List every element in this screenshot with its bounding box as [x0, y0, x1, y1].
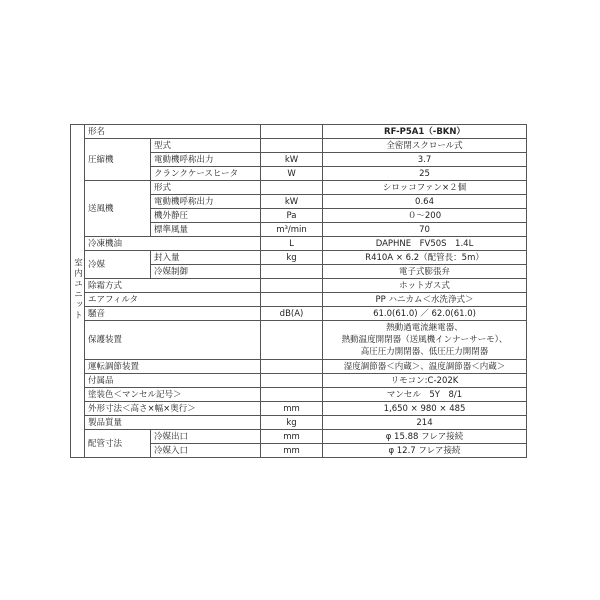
section-label: 室内ユニット [72, 257, 83, 321]
row-model [71, 125, 527, 139]
row-dims: 外形寸法＜高さ×幅×奥行＞ mm 1,650 × 980 × 485 [71, 402, 527, 416]
row-comp-heater: クランクケースヒータ W 25 [71, 167, 527, 181]
row-ref-charge: 冷媒 封入量 kg R410A × 6.2（配管長：5m） [71, 251, 527, 265]
row-comp-motor: 電動機呼称出力 kW 3.7 [71, 153, 527, 167]
row-protect: 保護装置 熱動過電流継電器、 熱動温度開閉器（送風機インナーサーモ）、 高圧圧力開閉器、低圧圧力開閉器 [71, 321, 527, 360]
section-label-cell [71, 125, 85, 458]
comp-group-label: 圧縮機 [85, 139, 151, 181]
row-operation: 運転調節装置 湿度調節器＜内蔵＞、温度調節器＜内蔵＞ [71, 360, 527, 374]
spec-table [70, 124, 527, 458]
model-value: RF-P5A1（-BKN） [323, 125, 527, 139]
row-fan-static: 機外静圧 Pa ０～200 [71, 209, 527, 223]
row-fan-type: 送風機 形式 シロッコファン×２個 [71, 181, 527, 195]
pipe-group-label: 配管寸法 [85, 430, 151, 458]
row-comp-type: 圧縮機 型式 全密閉スクロール式 [71, 139, 527, 153]
row-filter: エアフィルタ PP ハニカム＜水洗浄式＞ [71, 293, 527, 307]
row-color: 塗装色＜マンセル記号＞ マンセル 5Y 8/1 [71, 388, 527, 402]
ref-group-label: 冷媒 [85, 251, 151, 279]
row-mass: 製品質量 kg 214 [71, 416, 527, 430]
row-oil: 冷凍機油 L DAPHNE FV50S 1.4L [71, 237, 527, 251]
row-pipe-out: 配管寸法 冷媒出口 mm φ 15.88 フレア接続 [71, 430, 527, 444]
row-ref-control: 冷媒制御 電子式膨張弁 [71, 265, 527, 279]
row-fan-flow: 標準風量 m³/min 70 [71, 223, 527, 237]
row-noise: 騒音 dB(A) 61.0(61.0) ／ 62.0(61.0) [71, 307, 527, 321]
fan-group-label: 送風機 [85, 181, 151, 237]
row-defrost: 除霜方式 ホットガス式 [71, 279, 527, 293]
row-accessory: 付属品 リモコン:C-202K [71, 374, 527, 388]
row-pipe-in: 冷媒入口 mm φ 12.7 フレア接続 [71, 444, 527, 458]
row-fan-motor: 電動機呼称出力 kW 0.64 [71, 195, 527, 209]
model-label: 形名 [85, 125, 261, 139]
